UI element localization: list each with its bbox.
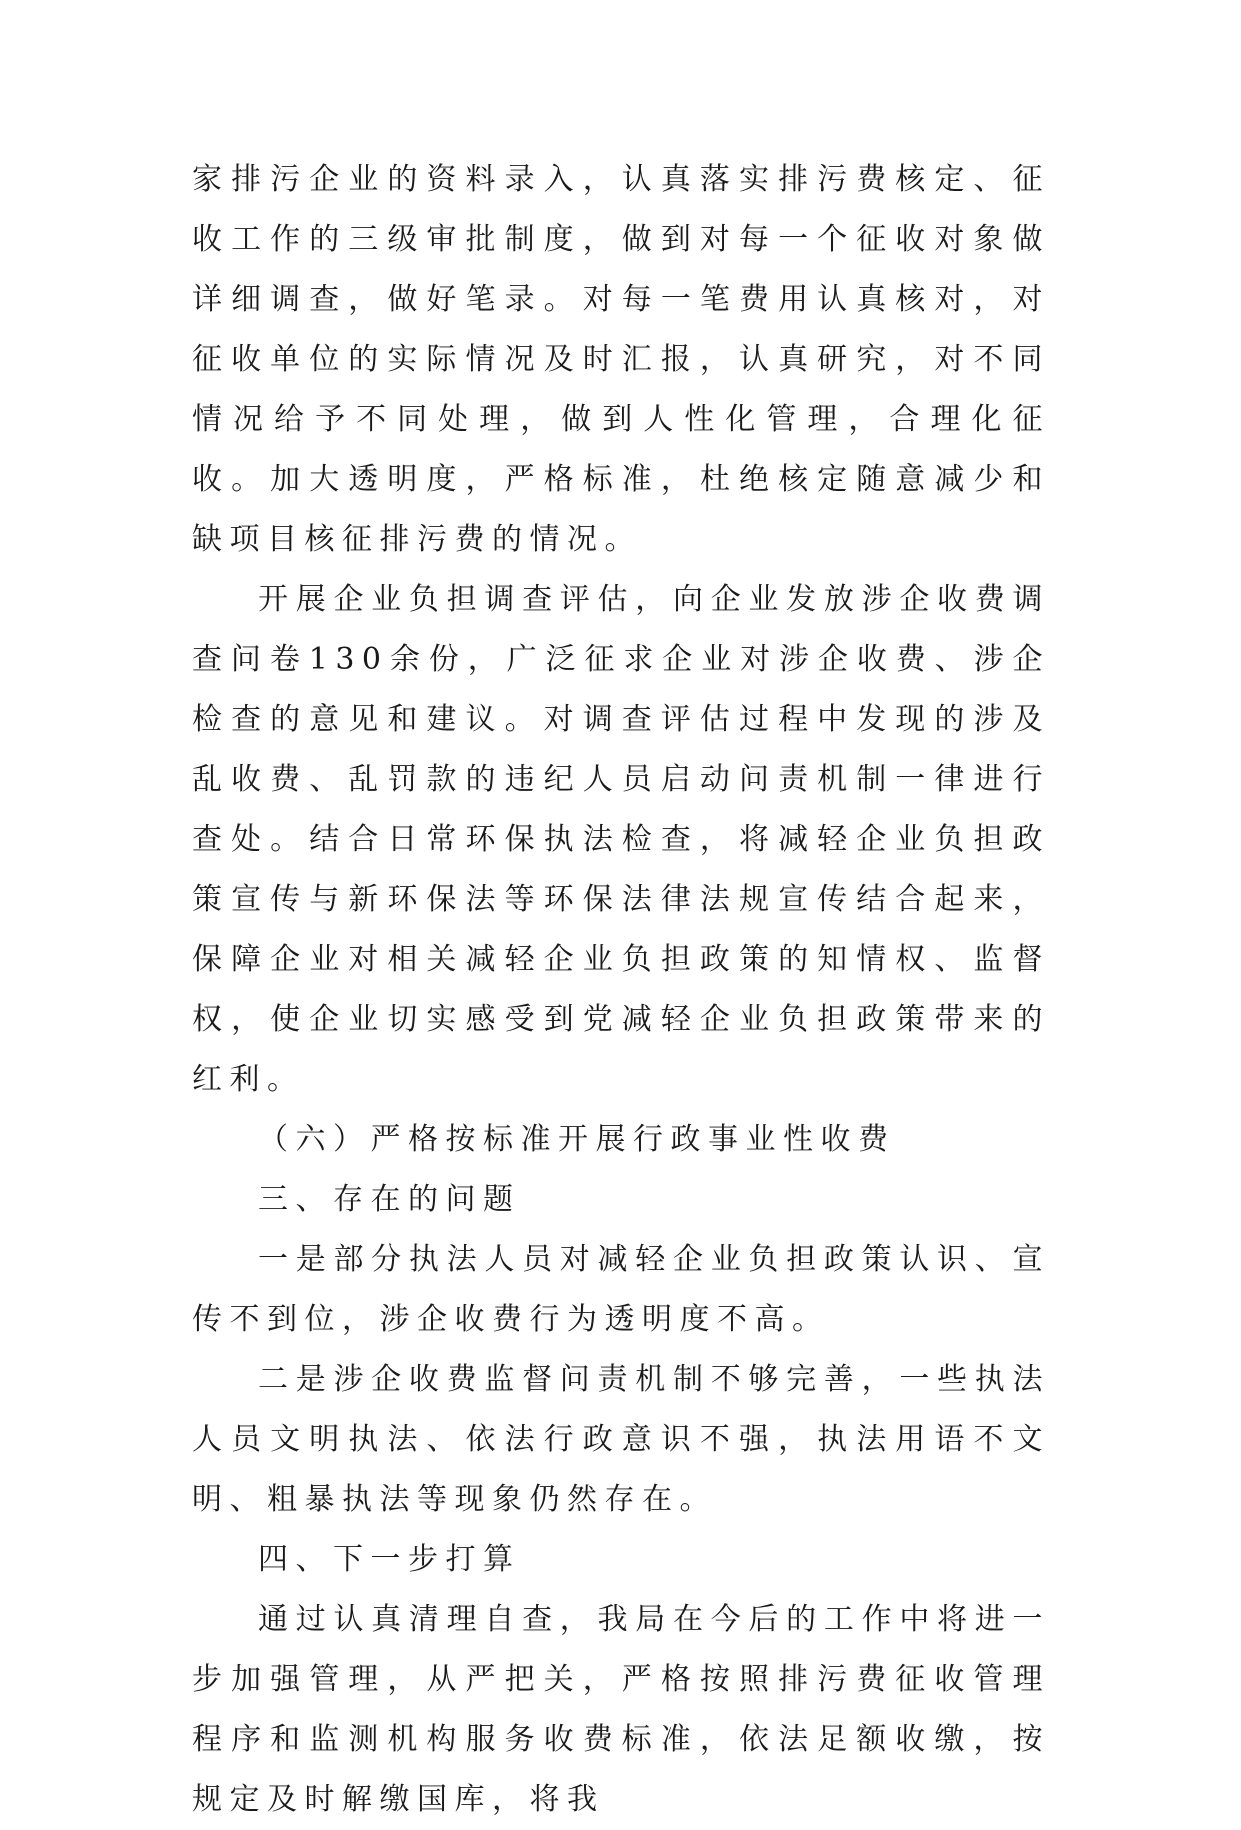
paragraph-continuation: 家排污企业的资料录入，认真落实排污费核定、征收工作的三级审批制度，做到对每一个征收对象做详细调查，做好笔录。对每一笔费用认真核对，对征收单位的实际情况及时汇报，认真研究，对不同情况给予不同处理，做到人性化管理，合理化征收。加大透明度，严格标准，杜绝核定随意减少和缺项目核征排污费的情况。 xyxy=(192,162,1050,557)
paragraph-problem-one: 一是部分执法人员对减轻企业负担政策认识、宣传不到位，涉企收费行为透明度不高。 xyxy=(192,1242,1050,1337)
section-heading-administrative-fees: （六）严格按标准开展行政事业性收费 xyxy=(258,1122,896,1157)
paragraph-problem-two: 二是涉企收费监督问责机制不够完善，一些执法人员文明执法、依法行政意识不强，执法用语不文明、粗暴执法等现象仍然存在。 xyxy=(192,1362,1050,1517)
paragraph-enterprise-burden-survey: 开展企业负担调查评估，向企业发放涉企收费调查问卷130余份，广泛征求企业对涉企收费、涉企检查的意见和建议。对调查评估过程中发现的涉及乱收费、乱罚款的违纪人员启动问责机制一律进行查处。结合日常环保执法检查，将减轻企业负担政策宣传与新环保法等环保法律法规宣传结合起来，保障企业对相关减轻企业负担政策的知情权、监督权，使企业切实感受到党减轻企业负担政策带来的红利。 xyxy=(192,582,1050,1097)
paragraph-next-steps: 通过认真清理自查，我局在今后的工作中将进一步加强管理，从严把关，严格按照排污费征收管理程序和监测机构服务收费标准，依法足额收缴，按规定及时解缴国库，将我 xyxy=(192,1602,1050,1817)
section-heading-existing-problems: 三、存在的问题 xyxy=(258,1182,521,1217)
section-heading-next-steps: 四、下一步打算 xyxy=(258,1542,521,1577)
document-page xyxy=(192,150,1050,1830)
